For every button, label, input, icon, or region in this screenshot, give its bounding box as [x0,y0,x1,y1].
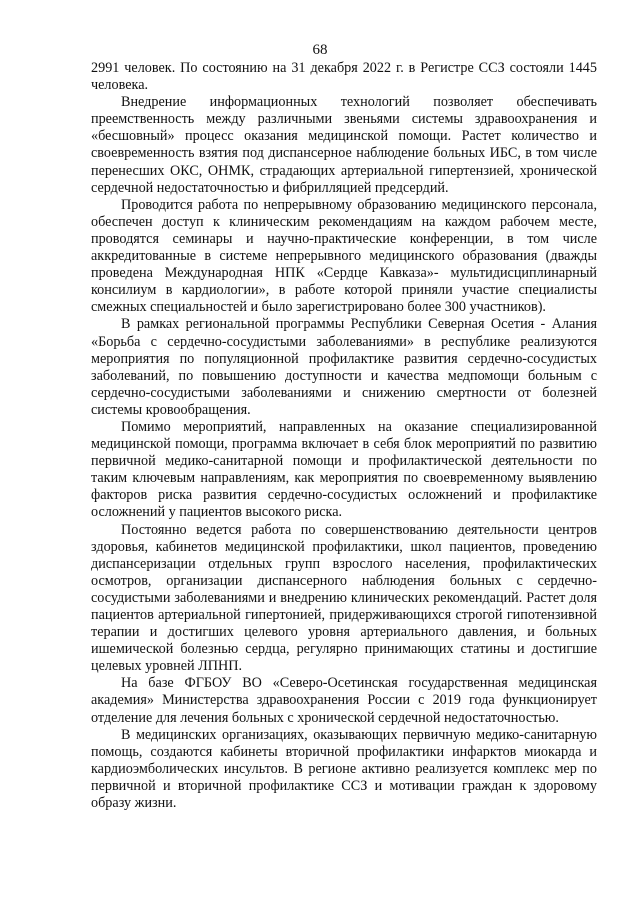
page-number: 68 [312,42,328,58]
paragraph-continuing-education: Проводится работа по непрерывному образованию медицинского персонала, обеспечен доступ к клиническим рекомендациям на каждом рабочем месте, проводятся семинары и научно-практические конференции, в том числе аккредитованные в системе непрерывного медицинского образования (дважды проведена Международная НПК «Сердце Кавказа»- мультидисциплинарный консилиум в кардиологии», в работе которой приняли участие специалисты смежных специальностей и было зарегистрировано более 300 участников). [91,196,597,316]
paragraph-academy-department: На базе ФГБОУ ВО «Северо-Осетинская государственная медицинская академия» Министерства здравоохранения России с 2019 года функционирует отделение для лечения больных с хронической сердечной недостаточностью. [91,675,597,726]
paragraph-registry-continuation: 2991 человек. По состоянию на 31 декабря 2022 г. в Регистре ССЗ состояли 1445 человека. [91,60,597,94]
paragraph-secondary-prevention: В медицинских организациях, оказывающих первичную медико-санитарную помощь, создаются кабинеты вторичной профилактики инфарктов миокарда и кардиоэмболических инсультов. В регионе активно реализуется комплекс мер по первичной и вторичной профилактике ССЗ и мотивации граждан к здоровому образу жизни. [91,726,597,812]
document-body [91,60,597,812]
paragraph-health-centers: Постоянно ведется работа по совершенствованию деятельности центров здоровья, кабинетов медицинской профилактики, школ пациентов, проведению диспансеризации отдельных групп взрослого населения, профилактических осмотров, организации диспансерного наблюдения больных с сердечно-сосудистыми заболеваниями и внедрению клинических рекомендаций. Растет доля пациентов артериальной гипертонией, придерживающихся строгой гипотензивной терапии и достигших целевого уровня артериального давления, и больных ишемической болезнью сердца, регулярно принимающих статины и достигшие целевых уровней ЛПНП. [91,521,597,675]
paragraph-it-implementation: Внедрение информационных технологий позволяет обеспечивать преемственность между различными звеньями системы здравоохранения и «бесшовный» процесс оказания медицинской помощи. Растет количество и своевременность взятия под диспансерное наблюдение больных ИБС, в том числе перенесших ОКС, ОНМК, страдающих артериальной гипертензией, хронической сердечной недостаточностью и фибрилляцией предсердий. [91,94,597,196]
paragraph-regional-program: В рамках региональной программы Республики Северная Осетия - Алания «Борьба с сердечно-сосудистыми заболеваниями» в республике реализуются мероприятия по популяционной профилактике развития сердечно-сосудистых заболеваний, по повышению доступности и качества медпомощи больным с сердечно-сосудистыми заболеваниями и снижению смертности от болезней системы кровообращения. [91,316,597,418]
paragraph-primary-care-measures: Помимо мероприятий, направленных на оказание специализированной медицинской помощи, программа включает в себя блок мероприятий по развитию первичной медико-санитарной помощи и профилактической деятельности по таким ключевым направлениям, как мероприятия по своевременному выявлению факторов риска развития сердечно-сосудистых осложнений и профилактике осложнений у пациентов высокого риска. [91,418,597,521]
